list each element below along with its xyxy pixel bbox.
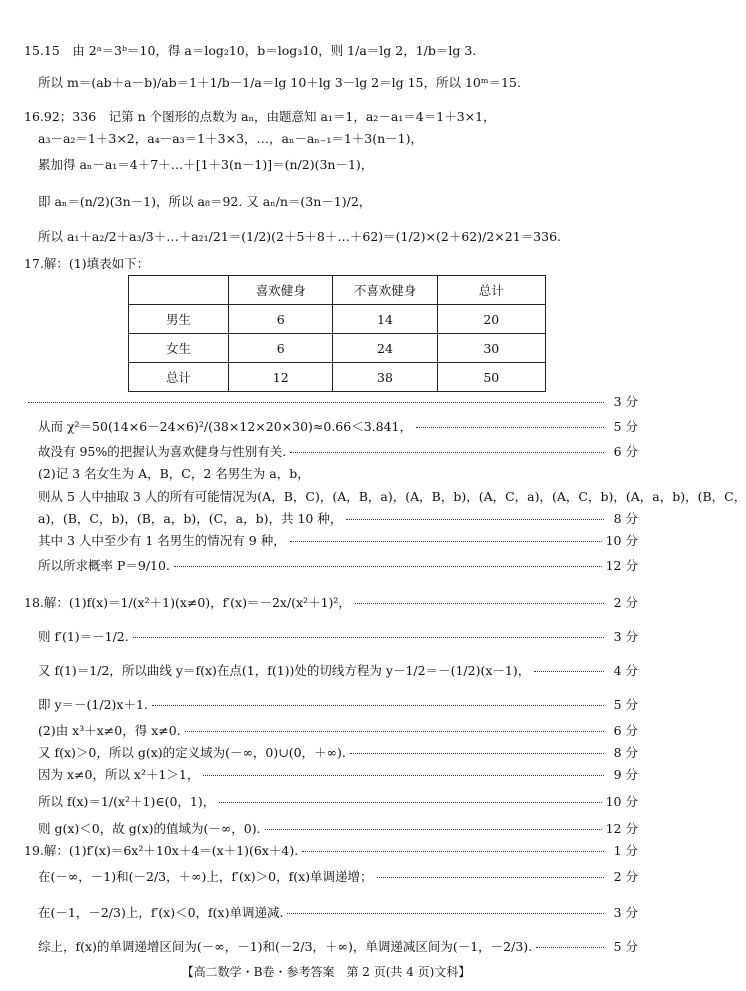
- dot-leader: [350, 752, 604, 754]
- data-table: [128, 275, 546, 392]
- answer-line: [24, 393, 638, 411]
- table-cell: 12: [229, 363, 333, 392]
- answer-line: [24, 255, 638, 273]
- answer-text: (2)记 3 名女生为 A，B，C，2 名男生为 a，b，: [38, 466, 310, 481]
- score-label: 12 分: [605, 821, 638, 836]
- score-label: 5 分: [613, 697, 638, 712]
- answer-text: 又 f(1)＝1/2，所以曲线 y＝f(x)在点(1，f(1))处的切线方程为 y－1/2＝－(1/2)(x－1)，: [38, 663, 531, 678]
- dot-leader: [416, 426, 604, 428]
- answer-text: 从而 χ²＝50(14×6－24×6)²/(38×12×20×30)≈0.66＜3.841，: [38, 419, 412, 434]
- table-cell: 女生: [129, 334, 229, 363]
- dot-leader: [133, 636, 604, 638]
- answer-text: 累加得 aₙ－a₁＝4＋7＋…＋[1＋3(n－1)]＝(n/2)(3n－1)，: [38, 157, 374, 172]
- score-label: 5 分: [613, 939, 638, 954]
- score-label: 2 分: [613, 869, 638, 884]
- answer-text: a)，(B，C，b)，(B，a，b)，(C，a，b)，共 10 种，: [38, 511, 343, 526]
- table-row: [129, 363, 546, 392]
- table-cell: 总计: [437, 276, 545, 305]
- answer-text: 则 g(x)＜0，故 g(x)的值域为(－∞，0).: [38, 821, 261, 836]
- page-footer: 【高二数学・B卷・参考答案 第 2 页(共 4 页)文科】: [181, 965, 471, 979]
- answer-text: 15.15 由 2ᵃ＝3ᵇ＝10，得 a＝log₂10，b＝log₃10，则 1/a＝lg 2，1/b＝lg 3.: [24, 43, 477, 58]
- score-label: 10 分: [605, 533, 638, 548]
- table-cell: [129, 276, 229, 305]
- answer-text: 即 aₙ＝(n/2)(3n－1)，所以 a₈＝92. 又 aₙ/n＝(3n－1)/2，: [38, 194, 372, 209]
- answer-text: 所以所求概率 P＝9/10.: [38, 558, 170, 573]
- answer-text: 在(－∞，－1)和(－2/3，＋∞)上，f′(x)＞0，f(x)单调递增；: [38, 869, 373, 884]
- table-cell: 男生: [129, 305, 229, 334]
- score-label: 9 分: [613, 767, 638, 782]
- dot-leader: [174, 565, 602, 567]
- score-label: 12 分: [605, 558, 638, 573]
- answer-line: [38, 662, 638, 680]
- answer-line: [24, 108, 638, 126]
- score-label: 3 分: [613, 394, 638, 409]
- answer-line: [38, 938, 638, 956]
- dot-leader: [536, 946, 604, 948]
- answer-line: [38, 744, 638, 762]
- table-cell: 不喜欢健身: [333, 276, 437, 305]
- table-cell: 50: [437, 363, 545, 392]
- dot-leader: [290, 540, 602, 542]
- dot-leader: [355, 602, 604, 604]
- answer-line: [38, 156, 638, 174]
- dot-leader: [287, 912, 604, 914]
- answer-line: [38, 193, 638, 211]
- dot-leader: [203, 774, 604, 776]
- answer-line: [24, 594, 638, 612]
- answer-text: 又 f(x)＞0，所以 g(x)的定义域为(－∞，0)∪(0，＋∞).: [38, 745, 346, 760]
- score-label: 10 分: [605, 794, 638, 809]
- answer-line: [24, 42, 638, 60]
- dot-leader: [28, 401, 604, 403]
- score-label: 8 分: [613, 745, 638, 760]
- answer-line: [38, 465, 638, 483]
- answer-line: [38, 488, 746, 506]
- answer-line: [38, 510, 638, 528]
- answer-line: [38, 696, 638, 714]
- dot-leader: [534, 670, 604, 672]
- answer-text: 综上，f(x)的单调递增区间为(－∞，－1)和(－2/3，＋∞)，单调递减区间为(－1，－2/3).: [38, 939, 533, 954]
- table-row: [129, 305, 546, 334]
- table-header-row: [129, 276, 546, 305]
- table-cell: 14: [333, 305, 437, 334]
- answer-line: [38, 868, 638, 886]
- answer-text: 则 f′(1)＝－1/2.: [38, 629, 129, 644]
- table-cell: 总计: [129, 363, 229, 392]
- answer-line: [38, 793, 638, 811]
- answer-line: [38, 228, 638, 246]
- score-label: 8 分: [613, 511, 638, 526]
- answer-line: [24, 842, 638, 860]
- answer-line: [38, 557, 638, 575]
- dot-leader: [219, 801, 601, 803]
- table-cell: 6: [229, 305, 333, 334]
- score-label: 2 分: [613, 595, 638, 610]
- dot-leader: [346, 518, 604, 520]
- score-label: 6 分: [613, 444, 638, 459]
- answer-text: 即 y＝－(1/2)x＋1.: [38, 697, 148, 712]
- answer-text: 17.解：(1)填表如下：: [24, 256, 150, 271]
- answer-line: [38, 722, 638, 740]
- table-row: [129, 334, 546, 363]
- table-cell: 喜欢健身: [229, 276, 333, 305]
- answer-line: [38, 766, 638, 784]
- dot-leader: [302, 850, 604, 852]
- answer-line: [38, 418, 638, 436]
- dot-leader: [290, 451, 604, 453]
- answer-text: 因为 x≠0，所以 x²＋1＞1，: [38, 767, 200, 782]
- table-cell: 30: [437, 334, 545, 363]
- answer-text: (2)由 x³＋x≠0，得 x≠0.: [38, 723, 181, 738]
- answer-text: 故没有 95%的把握认为喜欢健身与性别有关.: [38, 444, 287, 459]
- dot-leader: [265, 828, 602, 830]
- answer-line: [38, 443, 638, 461]
- answer-line: [38, 904, 638, 922]
- answer-line: [38, 820, 638, 838]
- score-label: 1 分: [613, 843, 638, 858]
- answer-text: a₃－a₂＝1＋3×2，a₄－a₃＝1＋3×3，…，aₙ－aₙ₋₁＝1＋3(n－1)，: [38, 131, 424, 146]
- score-label: 3 分: [613, 629, 638, 644]
- table-cell: 6: [229, 334, 333, 363]
- table-cell: 20: [437, 305, 545, 334]
- answer-text: 其中 3 人中至少有 1 名男生的情况有 9 种，: [38, 533, 286, 548]
- answer-text: 16.92；336 记第 n 个图形的点数为 aₙ，由题意知 a₁＝1，a₂－a₁＝4＝1＋3×1，: [24, 109, 496, 124]
- answer-text: 在(－1，－2/3)上，f′(x)＜0，f(x)单调递减.: [38, 905, 284, 920]
- answer-line: [38, 74, 638, 92]
- score-label: 6 分: [613, 723, 638, 738]
- answer-line: [38, 130, 638, 148]
- dot-leader: [377, 876, 604, 878]
- dot-leader: [185, 730, 604, 732]
- answer-text: 所以 f(x)＝1/(x²＋1)∈(0，1)，: [38, 794, 216, 809]
- score-label: 4 分: [613, 663, 638, 678]
- dot-leader: [152, 704, 604, 706]
- answer-text: 18.解：(1)f(x)＝1/(x²＋1)(x≠0)，f′(x)＝－2x/(x²＋1)²，: [24, 595, 351, 610]
- score-label: 5 分: [613, 419, 638, 434]
- answer-text: 所以 m＝(ab＋a－b)/ab＝1＋1/b－1/a＝lg 10＋lg 3－lg 2＝lg 15，所以 10ᵐ＝15.: [38, 75, 521, 90]
- table-cell: 38: [333, 363, 437, 392]
- answer-text: 19.解：(1)f′(x)＝6x²＋10x＋4＝(x＋1)(6x＋4).: [24, 843, 299, 858]
- answer-text: 则从 5 人中抽取 3 人的所有可能情况为(A，B，C)，(A，B，a)，(A，B，b)，(A，C，a)，(A，C，b)，(A，a，b)，(B，C，: [38, 489, 746, 504]
- answer-line: [38, 532, 638, 550]
- answer-text: 所以 a₁＋a₂/2＋a₃/3＋…＋a₂₁/21＝(1/2)(2＋5＋8＋…＋62)＝(1/2)×(2＋62)/2×21＝336.: [38, 229, 562, 244]
- answer-line: [38, 628, 638, 646]
- score-label: 3 分: [613, 905, 638, 920]
- table-cell: 24: [333, 334, 437, 363]
